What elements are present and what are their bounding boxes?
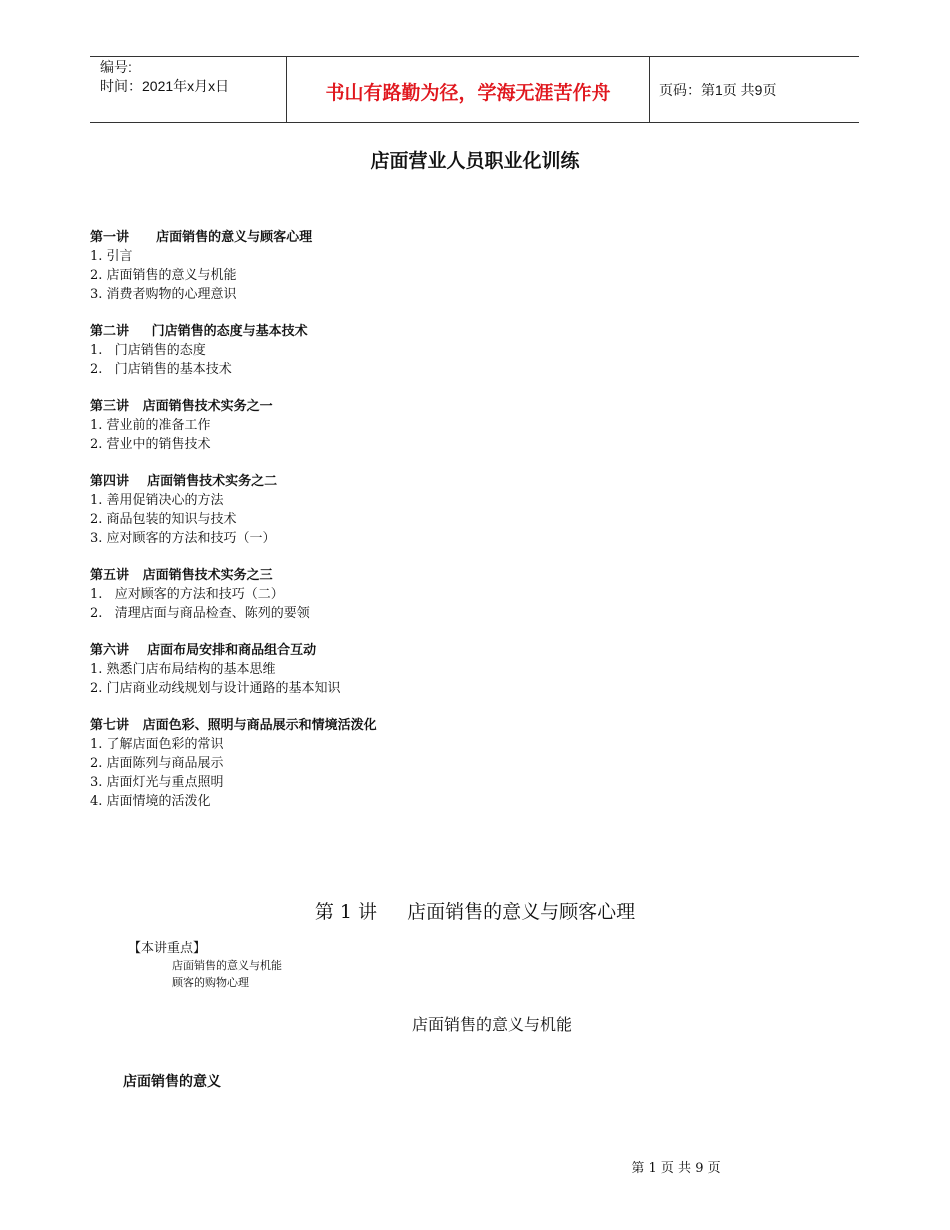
document-title: 店面营业人员职业化训练 [370,150,580,172]
lecture-item: 1. 应对顾客的方法和技巧（二） [90,587,284,602]
header-page-code: 页码：第1页 共9页 [659,82,777,98]
lecture-item: 2. 店面销售的意义与机能 [90,268,237,283]
lecture-1-title: 第 1 讲 店面销售的意义与顾客心理 [314,901,636,923]
time-label: 时间：2021年x月x日 [100,78,230,94]
header-bottom-rule [90,122,859,123]
keypoint-item: 店面销售的意义与机能 [172,959,282,972]
lecture-item: 1. 营业前的准备工作 [90,418,211,433]
header-meta [100,58,229,96]
table-of-contents [90,228,790,829]
lecture-heading: 第四讲 店面销售技术实务之二 [90,474,278,489]
toc-lecture-3 [90,397,790,454]
header-top-rule [90,56,859,57]
lecture-item: 1. 善用促销决心的方法 [90,493,224,508]
section-bold-heading: 店面销售的意义 [123,1074,221,1090]
lecture-item: 2. 营业中的销售技术 [90,437,211,452]
lecture-heading: 第二讲 门店销售的态度与基本技术 [90,324,308,339]
toc-lecture-4 [90,472,790,548]
lecture-heading: 第三讲 店面销售技术实务之一 [90,399,273,414]
lecture-item: 1. 了解店面色彩的常识 [90,737,224,752]
lecture-item: 3. 店面灯光与重点照明 [90,775,224,790]
toc-lecture-5 [90,566,790,623]
toc-lecture-2 [90,322,790,379]
keypoint-item: 顾客的购物心理 [172,976,249,989]
lecture-item: 3. 消费者购物的心理意识 [90,287,237,302]
lecture-item: 2. 商品包装的知识与技术 [90,512,237,527]
lecture-heading: 第一讲 店面销售的意义与顾客心理 [90,230,313,245]
number-label: 编号: [100,59,132,75]
lecture-item: 2. 店面陈列与商品展示 [90,756,224,771]
keypoints-block [128,940,282,991]
lecture-heading: 第六讲 店面布局安排和商品组合互动 [90,643,317,658]
page-footer: 第 1 页 共 9 页 [631,1161,721,1176]
header-divider-right [649,56,650,122]
lecture-item: 4. 店面情境的活泼化 [90,794,211,809]
lecture-item: 3. 应对顾客的方法和技巧（一） [90,531,276,546]
lecture-heading: 第七讲 店面色彩、照明与商品展示和情境活泼化 [90,718,377,733]
lecture-item: 1. 引言 [90,249,133,264]
header-motto: 书山有路勤为径，学海无涯苦作舟 [325,82,611,104]
lecture-item: 1. 门店销售的态度 [90,343,206,358]
toc-lecture-1 [90,228,790,304]
lecture-item: 1. 熟悉门店布局结构的基本思维 [90,662,276,677]
section-subtitle: 店面销售的意义与机能 [411,1015,572,1034]
toc-lecture-6 [90,641,790,698]
lecture-item: 2. 门店销售的基本技术 [90,362,232,377]
keypoints-label: 【本讲重点】 [128,941,207,956]
toc-lecture-7 [90,716,790,811]
lecture-item: 2. 清理店面与商品检查、陈列的要领 [90,606,310,621]
lecture-heading: 第五讲 店面销售技术实务之三 [90,568,273,583]
lecture-item: 2. 门店商业动线规划与设计通路的基本知识 [90,681,341,696]
